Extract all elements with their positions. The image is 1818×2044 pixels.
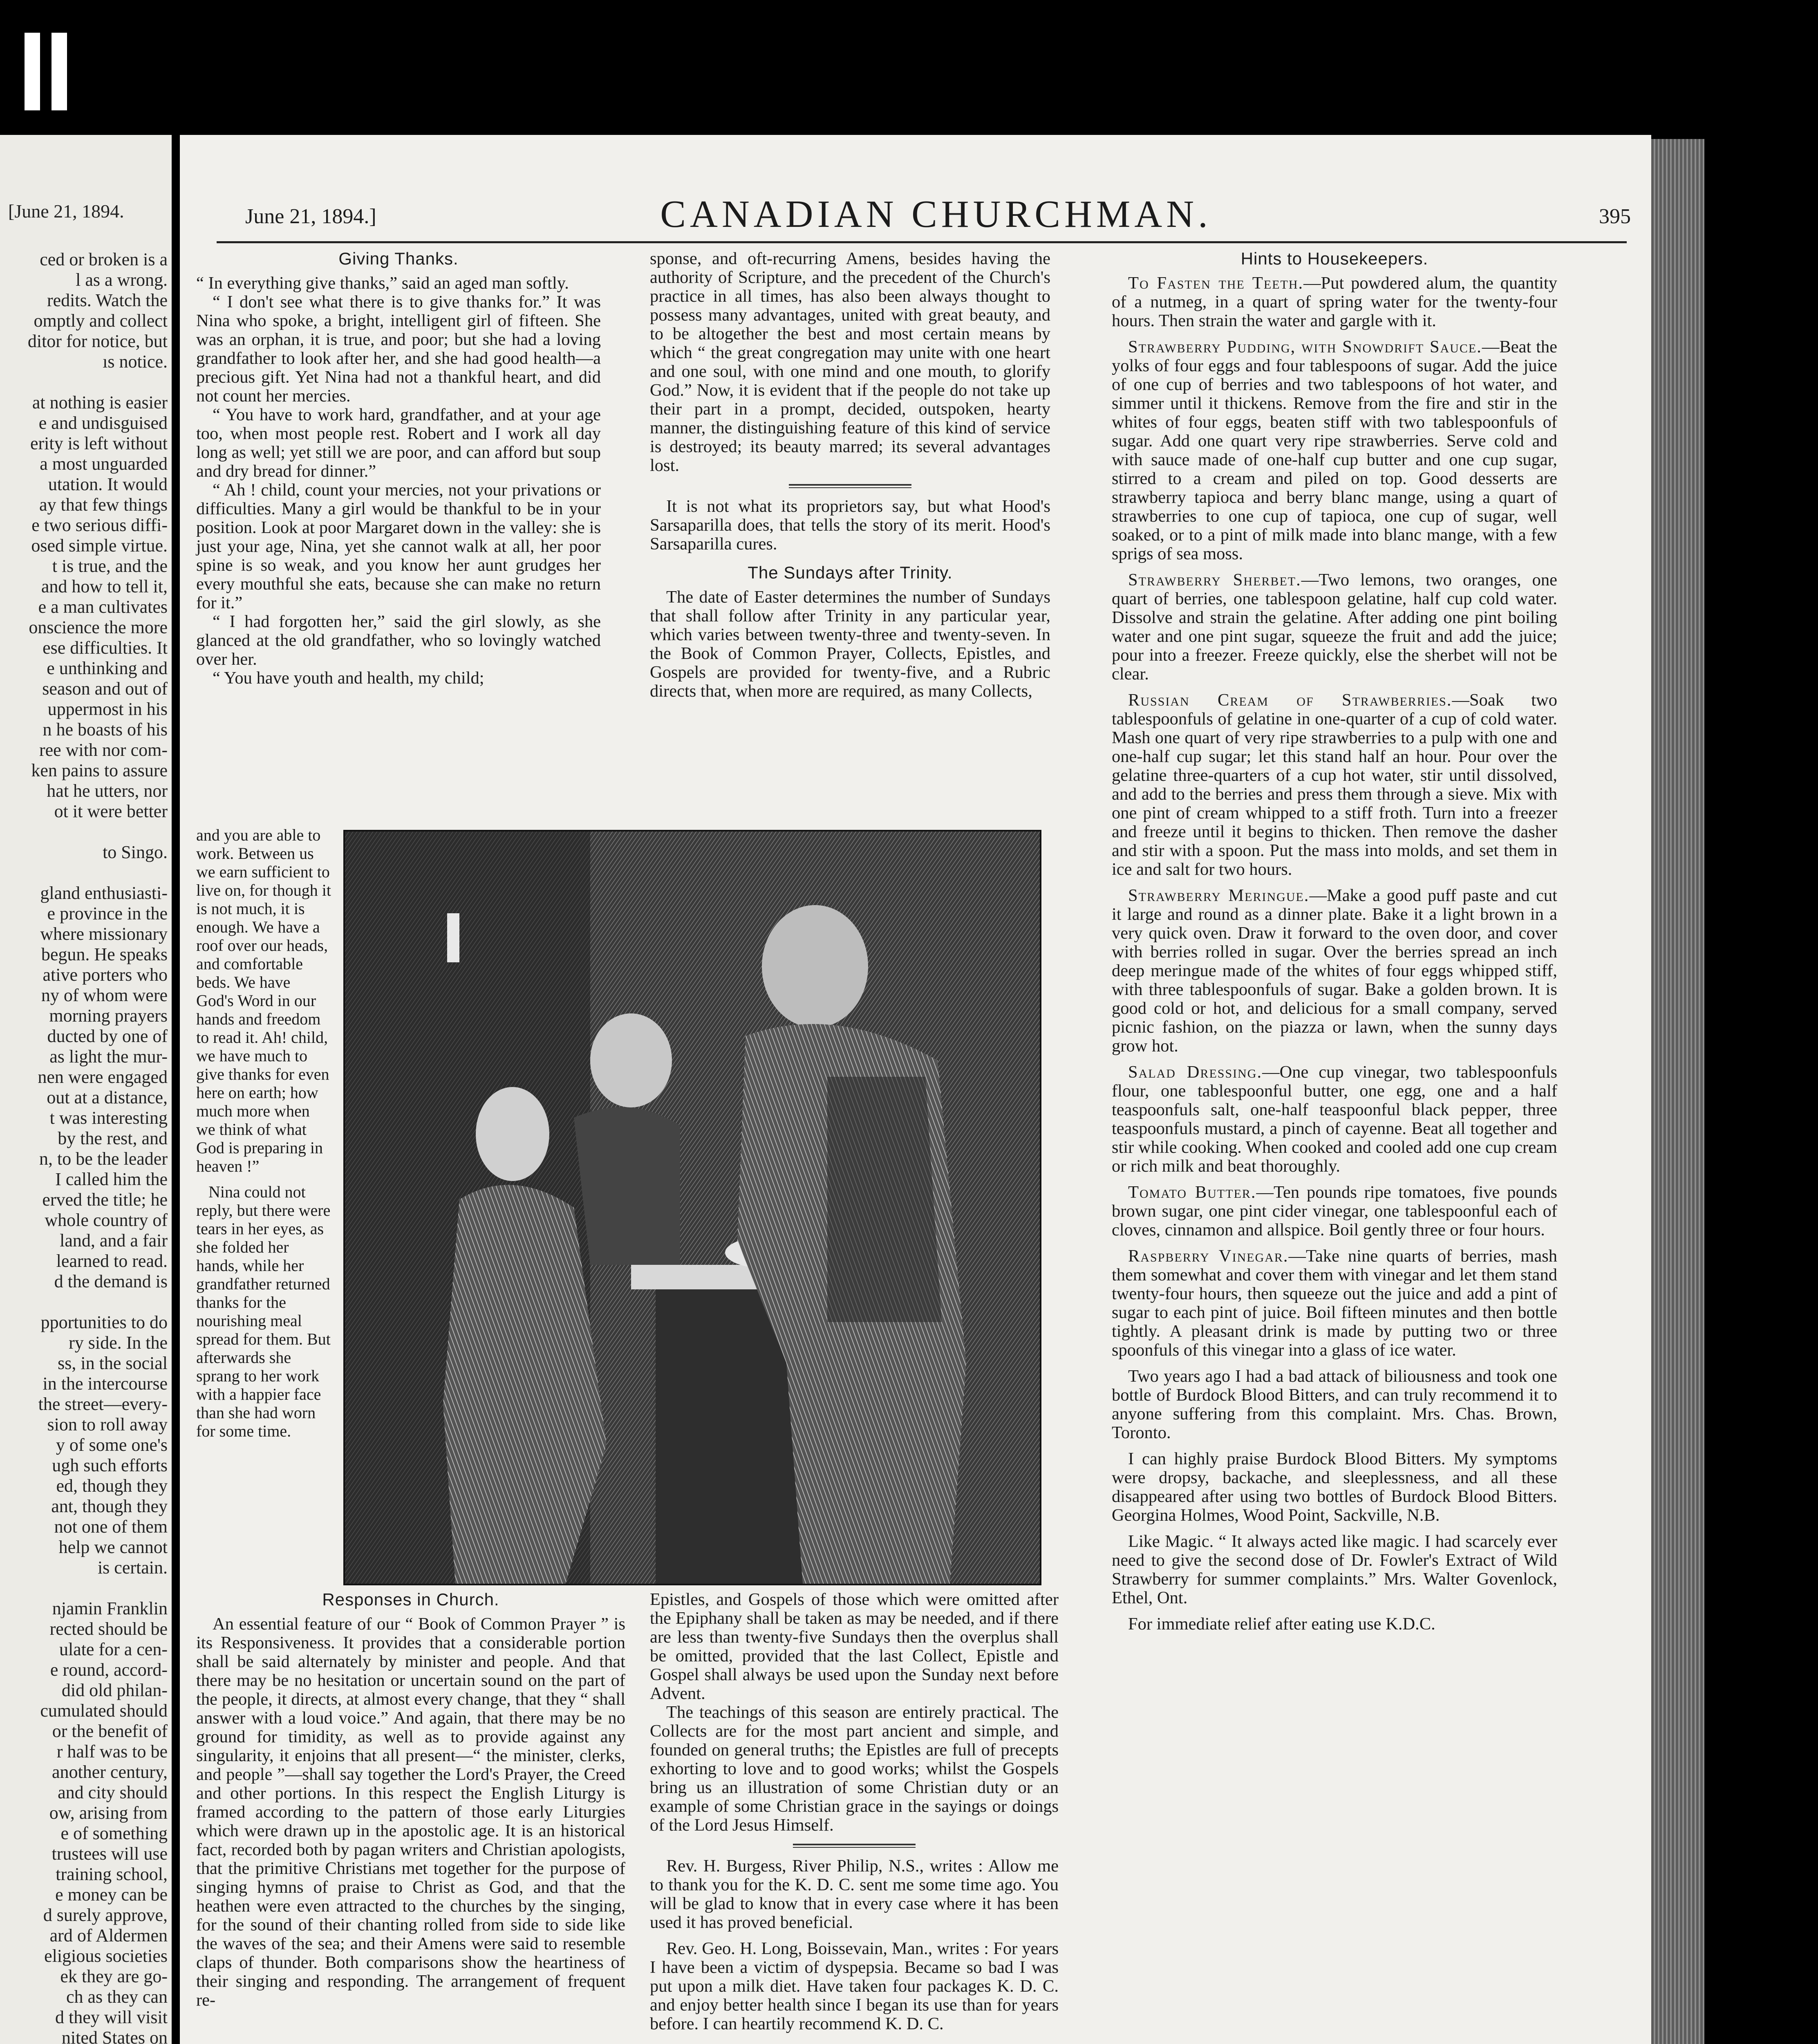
left-page-line: a most unguarded [40, 454, 168, 474]
left-page-line: ed, though they [56, 1476, 168, 1496]
paragraph: “ In everything give thanks,” said an aged man softly. [196, 273, 569, 293]
article-heading: Responses in Church. [322, 1590, 499, 1609]
main-page [180, 135, 1651, 2044]
paragraph: “ I had forgotten her,” said the girl slowly, as she glanced at the old grandfather, who so lovingly watched over her. [196, 612, 601, 669]
left-page-line: another century, [51, 1762, 168, 1782]
left-page-line: rected should be [49, 1619, 168, 1639]
recipe-title: Strawberry Meringue. [1128, 886, 1310, 905]
left-page-line: ch as they can [66, 1987, 168, 2007]
left-page-line: nited States on [61, 2028, 168, 2044]
left-page-line: ese difficulties. It [43, 638, 168, 658]
paragraph: “ Ah ! child, count your mercies, not your privations or difficulties. Many a girl would be thankful to be in your position. Look at poor Margaret down in the valley: she is just your age, Nina, yet she cannot walk at all, her poor spine is so weak, and you know her aunt grudges her every mouthful she eats, because she can make no return for it.” [196, 480, 601, 612]
left-page-line: e unthinking and [47, 658, 168, 678]
advertisement: Rev. H. Burgess, River Philip, N.S., writes : Allow me to thank you for the K. D. C. sent me some time ago. You will be glad to know that in every case where it has been used it has proved beneficial. [650, 1856, 1059, 1932]
left-page-line: e and undisguised [38, 413, 168, 433]
middle-column-top [650, 249, 1050, 701]
recipe-item [1112, 691, 1557, 879]
left-page-line: help we cannot [58, 1537, 168, 1557]
paragraph: Epistles, and Gospels of those which were omitted after the Epiphany shall be taken as may be needed, and if there are less than twenty-five Sundays then the overplus shall be omitted, provided that the last Collect, Epistle and Gospel shall always be used upon the Sunday next before Advent. [650, 1590, 1059, 1703]
left-page-line: ny of whom were [41, 985, 168, 1005]
left-page-line: ken pains to assure [31, 760, 168, 780]
left-page-line: pportunities to do [40, 1312, 168, 1332]
left-page-line: not one of them [54, 1517, 168, 1537]
left-page-line: erved the title; he [42, 1190, 168, 1210]
left-page-line: in the intercourse [43, 1374, 168, 1394]
left-page-line: hat he utters, nor [47, 781, 168, 801]
left-page-line: t was interesting [49, 1108, 168, 1128]
left-page-line: and city should [58, 1782, 168, 1802]
left-page-line: ree with nor com- [39, 740, 168, 760]
advertisement: It is not what its proprietors say, but what Hood's Sarsaparilla does, that tells the story of its merit. Hood's Sarsaparilla cures. [650, 497, 1050, 554]
left-page-line [0, 863, 168, 883]
recipe-title: Raspberry Vinegar. [1128, 1246, 1289, 1266]
left-page-line: is certain. [97, 1558, 168, 1578]
left-page-line: morning prayers [49, 1006, 168, 1026]
recipe-item [1112, 886, 1557, 1056]
page-number: 395 [1599, 205, 1631, 228]
article-giving-thanks-continued [196, 826, 331, 1440]
left-page-line: out at a distance, [47, 1087, 168, 1107]
paragraph: and you are able to work. Between us we earn sufficient to live on, for though it is not much, it is enough. We have a roof over our heads, and comfortable beds. We have God's Word in our hands and freedom to read it. Ah! child, we have much to give thanks for even here on earth; how much more when we think of what God is preparing in heaven !” [196, 826, 331, 1175]
recipe-text: —Put powdered alum, the quantity of a nutmeg, in a quart of spring water for the twenty-four hours. Then strain the water and gargle with it. [1112, 273, 1557, 330]
advertisement: Like Magic. “ It always acted like magic. I had scarcely ever need to give the second dose of Dr. Fowler's Extract of Wild Strawberry for summer complaints.” Mrs. Walter Govenlock, Ethel, Ont. [1112, 1532, 1557, 1607]
header-rule [217, 241, 1627, 243]
recipe-item [1112, 1247, 1557, 1360]
advertisement: Rev. Geo. H. Long, Boissevain, Man., writes : For years I have been a victim of dyspepsia. Became so bad I was put upon a milk diet. Have taken four packages K. D. C. and enjoy better health since I began its use than for years before. I can heartily recommend K. D. C. [650, 1939, 1059, 2033]
left-page-line: ry side. In the [69, 1333, 168, 1353]
left-page-line: ant, though they [51, 1496, 168, 1516]
article-heading: Giving Thanks. [338, 249, 459, 268]
left-page-line: l as a wrong. [76, 270, 168, 290]
article-heading: The Sundays after Trinity. [748, 563, 953, 582]
left-page-line [0, 822, 168, 842]
recipe-item [1112, 1183, 1557, 1239]
left-page-line: ditor for notice, but [27, 331, 168, 351]
paragraph: The date of Easter determines the number of Sundays that shall follow after Trinity in any particular year, which varies between twenty-three and twenty-seven. In the Book of Common Prayer, Collects, Epistles, and Gospels are provided for twenty-five, and a Rubric directs that, when more are required, as many Collects, [650, 587, 1050, 701]
left-page-line: training school, [56, 1864, 168, 1884]
left-page-line: nen were engaged [38, 1067, 168, 1087]
left-page-line: omptly and collect [34, 311, 168, 331]
article-responses-in-church [196, 1590, 625, 2010]
left-page-line: e money can be [55, 1885, 168, 1905]
left-page-line: ced or broken is a [40, 249, 168, 269]
left-page-line: learned to read. [56, 1251, 168, 1271]
left-page-line: eligious societies [44, 1946, 168, 1966]
left-page-line: at nothing is easier [32, 392, 168, 412]
left-page-line [0, 1292, 168, 1312]
paragraph: An essential feature of our “ Book of Common Prayer ” is its Responsiveness. It provides that a considerable portion shall be said alternately by minister and people. And that there may be no hesitation or uncertain sound on the part of the people, it directs, at almost every change, that they “ shall answer with a loud voice.” And again, that there may be no ground for timidity, as well as to provide against any singularity, it enjoins that all present—“ the minister, clerks, and people ”—shall say together the Lord's Prayer, the Creed and other portions. In this respect the English Liturgy is framed according to the pattern of those early Liturgies which were drawn up in the apostolic age. It is an historical fact, recorded both by pagan writers and Christian apologists, that the primitive Christians met together for the purpose of singing hymns of praise to Christ as God, and that the heathen were even attracted to the churches by the singing, for the sound of their chanting rolled from side to side like the waves of the sea; and their Amens were said to resemble claps of thunder. Both comparisons show the heartiness of their singing and responding. The arrangement of frequent re- [196, 1614, 625, 2010]
recipe-item [1112, 338, 1557, 563]
recipe-text: —Two lemons, two oranges, one quart of berries, one tablespoon gelatine, half cup cold water. Dissolve and strain the gelatine. After adding one pint boiling water and one pint sugar, squeeze the fruit and add the juice; pour into a freezer. Freeze quickly, else the sherbet will not be clear. [1112, 570, 1557, 684]
left-page [0, 135, 172, 2044]
left-page-line: ek they are go- [60, 1966, 168, 1986]
left-page-line: begun. He speaks [41, 944, 168, 964]
recipe-text: —Ten pounds ripe tomatoes, five pounds brown sugar, one pint cider vinegar, one tablespoonful each of cloves, cinnamon and allspice. Boil gently three or four hours. [1112, 1183, 1557, 1239]
paragraph: “ You have youth and health, my child; [213, 668, 484, 688]
left-page-line: uppermost in his [47, 699, 168, 719]
advertisement: For immediate relief after eating use K.D.C. [1128, 1614, 1435, 1634]
recipe-text: —Take nine quarts of berries, mash them somewhat and cover them with vinegar and let them stand twenty-four hours, then squeeze out the juice and add a pint of sugar to each pint of juice. Boil fifteen minutes and then bottle tightly. A pleasant drink is made by putting two or three spoonfuls of this vinegar into a glass of ice water. [1112, 1246, 1558, 1360]
recipe-title: Tomato Butter. [1128, 1183, 1256, 1202]
left-page-line: d they will visit [55, 2007, 168, 2027]
advertisement: I can highly praise Burdock Blood Bitters. My symptoms were dropsy, backache, and sleeplessness, and all these disappeared after using two bottles of Burdock Blood Bitters. Georgina Holmes, Wood Point, Sackville, N.B. [1112, 1449, 1557, 1525]
left-page-line: and how to tell it, [41, 576, 168, 596]
article-hints-to-housekeepers [1112, 249, 1557, 1634]
paragraph: “ I don't see what there is to give thanks for.” It was Nina who spoke, a bright, intelligent girl of fifteen. She was an orphan, it is true, and poor; but she had a loving grandfather to look after her, and she had good health—a precious gift. Yet Nina had not a thankful heart, and did not count her mercies. [196, 292, 601, 406]
recipe-list [1112, 274, 1557, 1360]
recipe-title: Strawberry Pudding, with Snowdrift Sauce. [1128, 337, 1482, 356]
left-page-line: n, to be the leader [39, 1149, 168, 1169]
recipe-text: —Soak two tablespoonfuls of gelatine in one-quarter of a cup of cold water. Mash one quart of very ripe strawberries to a pulp with one and one-half cup sugar; let this stand half an hour. Pour over the gelatine three-quarters of a cup hot water, stir until dissolved, and add to the berries and press them through a sieve. Mix with one pint of cream whipped to a stiff froth. Turn into a freezer and freeze until it begins to thicken. Then remove the dasher and stir with a spoon. Put the mass into molds, and set them in ice and salt for two hours. [1112, 690, 1558, 879]
left-page-line: did old philan- [61, 1680, 168, 1700]
left-page-line: n he boasts of his [43, 719, 168, 740]
left-page-line: utation. It would [48, 474, 168, 494]
middle-column-bottom [650, 1590, 1059, 2033]
recipe-item [1112, 571, 1557, 684]
recipe-item [1112, 1063, 1557, 1176]
article-giving-thanks [196, 249, 601, 688]
left-page-line [0, 372, 168, 392]
left-page-line: sion to roll away [47, 1414, 168, 1434]
left-page-line: ard of Aldermen [49, 1925, 168, 1945]
left-page-line: as light the mur- [49, 1047, 168, 1067]
engraving-illustration [343, 830, 1041, 1585]
recipe-text: —Beat the yolks of four eggs and four tablespoons of sugar. Add the juice of one cup of berries and two tablespoons of hot water, and simmer until it thickens. Remove from the fire and stir in the whites of four eggs, beaten stiff with two tablespoonfuls of sugar. Add one quart very ripe strawberries. Serve cold and with sauce made of one-half cup butter and one cup sugar, stirred to a cream and piled on top. Good desserts are strawberry tapioca and berry blanc mange, using a quart of strawberries to one cup of tapioca, one cup of sugar, well soaked, or to a pint of milk made into blanc mange, with a few sprigs of sea moss. [1112, 337, 1557, 563]
advertisement: Two years ago I had a bad attack of biliousness and took one bottle of Burdock Blood Bitters, and can truly recommend it to anyone suffering from this complaint. Mrs. Chas. Brown, Toronto. [1112, 1367, 1557, 1442]
left-page-line: ducted by one of [47, 1026, 168, 1046]
left-page-line: ow, arising from [49, 1803, 168, 1823]
paragraph: sponse, and oft-recurring Amens, besides having the authority of Scripture, and the precedent of the Church's practice in all times, has also been always thought to possess many advantages, united with great beauty, and to be altogether the best and most certain means by which “ the great congregation may unite with one heart and one soul, with one mind and one mouth, to glorify God.” Now, it is evident that if the people do not take up their part in a prompt, decided, outspoken, hearty manner, the distinguishing feature of this kind of service is destroyed; its beauty marred; its several advantages lost. [650, 249, 1050, 475]
left-page-line: ss, in the social [58, 1353, 168, 1373]
left-page-text [0, 249, 168, 2044]
left-page-line: ulate for a cen- [59, 1639, 168, 1659]
left-page-line: to Singo. [103, 842, 168, 862]
left-page-line: e two serious diffi- [31, 515, 168, 535]
section-divider [789, 484, 911, 488]
left-page-line: or the benefit of [52, 1721, 168, 1741]
left-page-line: r half was to be [56, 1741, 168, 1762]
issue-date: June 21, 1894.] [245, 205, 376, 228]
left-page-line [0, 1578, 168, 1598]
left-page-line: e of something [60, 1823, 168, 1843]
left-page-line: land, and a fair [60, 1230, 168, 1251]
recipe-text: —One cup vinegar, two tablespoonfuls flour, one tablespoonful butter, one egg, one and a half teaspoonfuls salt, one-half teaspoonful black pepper, three teaspoonfuls mustard, a pinch of cayenne. Beat all together and stir while cooking. When cooked and cooled add one cup cream or rich milk and beat thoroughly. [1112, 1062, 1557, 1176]
left-page-line: where missionary [40, 924, 168, 944]
recipe-title: Russian Cream of Strawberries. [1128, 690, 1452, 710]
engraving-image [345, 831, 1040, 1584]
left-page-line: ay that few things [39, 495, 168, 515]
left-page-line: redits. Watch the [47, 290, 168, 310]
paragraph: Nina could not reply, but there were tears in her eyes, as she folded her hands, while her grandfather returned thanks for the nourishing meal spread for them. But afterwards she sprang to her work with a happier face than she had worn for some time. [196, 1183, 331, 1440]
paragraph: The teachings of this season are entirely practical. The Collects are for the most part ancient and simple, and founded on general truths; the Epistles are full of precepts exhorting to love and to good works; whilst the Gospels bring us an illustration of some Christian duty or an example of some Christian grace in the sayings or doings of the Lord Jesus Himself. [650, 1703, 1059, 1835]
left-page-line: y of some one's [56, 1435, 168, 1455]
left-page-line: erity is left without [30, 433, 168, 453]
article-heading: Hints to Housekeepers. [1240, 249, 1428, 268]
recipe-title: Salad Dressing. [1128, 1062, 1263, 1082]
running-head [241, 192, 1631, 241]
section-divider [793, 1844, 916, 1848]
left-page-line: osed simple virtue. [31, 536, 168, 556]
recipe-text: —Make a good puff paste and cut it large and round as a dinner plate. Bake it a light brown in a very quick oven. Draw it forward to the oven door, and cover with berries rolled in sugar. Over the berries spread an inch deep meringue made of the whites of four eggs whipped stiff, with three tablespoonfuls of sugar. Bake a golden brown. It is good cold or hot, and delicious for a small company, served picnic fashion, on the piazza or lawn, when the sunny days grow hot. [1112, 886, 1557, 1056]
left-page-line: d surely approve, [43, 1905, 168, 1925]
left-page-line: ative porters who [43, 965, 168, 985]
left-page-line: d the demand is [54, 1271, 168, 1291]
left-page-line: e round, accord- [50, 1660, 168, 1680]
publication-title: CANADIAN CHURCHMAN. [660, 193, 1212, 235]
left-page-line: ıs notice. [103, 352, 168, 372]
recipe-item [1112, 274, 1557, 330]
left-page-line: trustees will use [51, 1844, 168, 1864]
page-edge [1651, 139, 1704, 2044]
left-page-line: e province in the [47, 903, 168, 923]
spine-marker-top [25, 33, 69, 110]
left-page-line: onscience the more [29, 617, 168, 637]
left-page-line: gland enthusiasti- [40, 883, 168, 903]
left-page-line: ot it were better [54, 801, 168, 821]
left-page-line: cumulated should [40, 1701, 168, 1721]
left-page-header: [June 21, 1894. [8, 201, 124, 222]
left-page-line: njamin Franklin [52, 1598, 168, 1618]
left-page-line: season and out of [42, 679, 168, 699]
left-page-line: I called him the [55, 1169, 168, 1189]
left-page-line: ugh such efforts [52, 1455, 168, 1475]
left-page-line: whole country of [45, 1210, 168, 1230]
recipe-title: Strawberry Sherbet. [1128, 570, 1301, 589]
left-page-line: the street—every- [38, 1394, 168, 1414]
advertisement-list [1112, 1367, 1557, 1634]
left-page-line: by the rest, and [58, 1128, 168, 1148]
recipe-title: To Fasten the Teeth. [1128, 273, 1304, 293]
left-page-line: t is true, and the [52, 556, 168, 576]
paragraph: “ You have to work hard, grandfather, and at your age too, when most people rest. Robert and I work all day long as well; yet still we are poor, and can afford but soup and dry bread for dinner.” [196, 405, 601, 481]
left-page-line: e a man cultivates [38, 597, 168, 617]
